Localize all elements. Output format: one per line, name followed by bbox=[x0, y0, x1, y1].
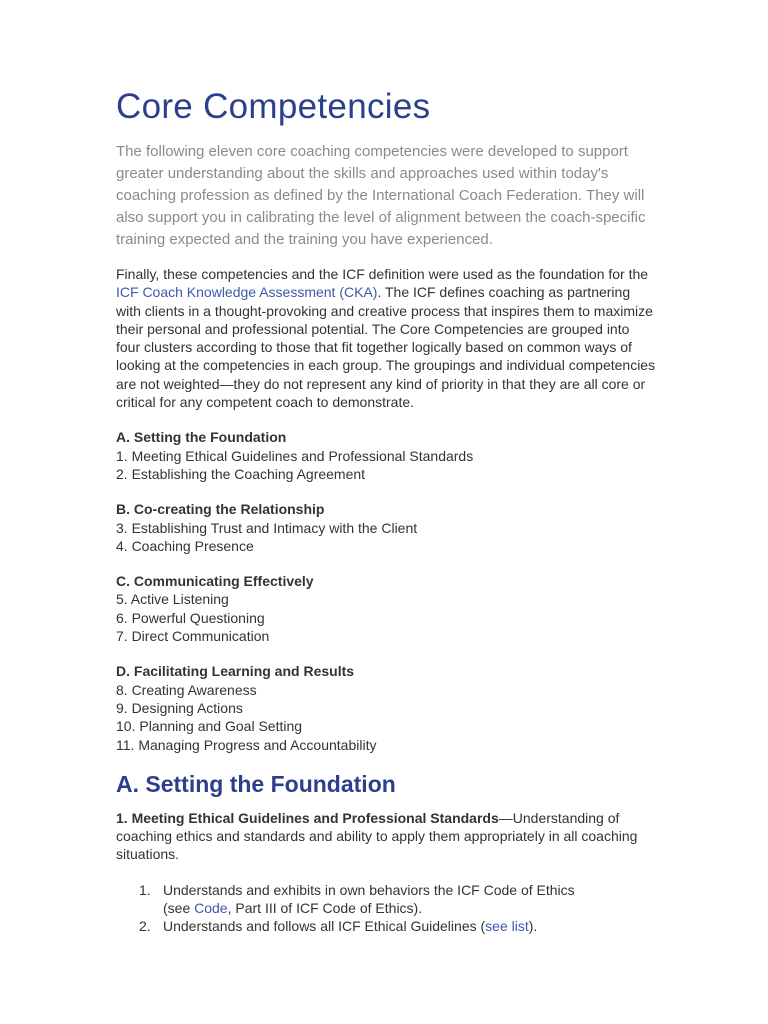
group-item: 7. Direct Communication bbox=[116, 628, 270, 645]
group-item: 9. Designing Actions bbox=[116, 699, 243, 716]
list-item-text: Understands and exhibits in own behaviors the ICF Code of Ethics bbox=[163, 881, 575, 898]
page-title: Core Competencies bbox=[116, 87, 431, 126]
group-item: 3. Establishing Trust and Intimacy with the Client bbox=[116, 519, 418, 536]
group-title: A. Setting the Foundation bbox=[116, 429, 287, 446]
group-a bbox=[116, 428, 656, 483]
group-item: 8. Creating Awareness bbox=[116, 681, 257, 698]
list-item bbox=[116, 917, 656, 935]
group-item: 4. Coaching Presence bbox=[116, 537, 254, 554]
para-text-before-link: Finally, these competencies and the ICF definition were used as the foundation for the bbox=[116, 266, 649, 282]
list-item-text: ). bbox=[528, 918, 538, 935]
group-item: 11. Managing Progress and Accountability bbox=[116, 736, 377, 753]
list-item-text: Understands and follows all ICF Ethical Guidelines ( bbox=[163, 918, 486, 935]
group-title: B. Co-creating the Relationship bbox=[116, 501, 325, 518]
group-c bbox=[116, 572, 656, 645]
group-item: 1. Meeting Ethical Guidelines and Professional Standards bbox=[116, 447, 474, 464]
foundation-paragraph bbox=[116, 265, 656, 411]
group-item: 10. Planning and Goal Setting bbox=[116, 718, 303, 735]
competency-description bbox=[116, 809, 656, 864]
section-heading: A. Setting the Foundation bbox=[116, 770, 396, 797]
code-link[interactable]: Code bbox=[194, 900, 228, 917]
list-item-number: 2. bbox=[139, 918, 151, 935]
group-item: 5. Active Listening bbox=[116, 591, 229, 608]
intro-paragraph: The following eleven core coaching competencies were developed to support greater understanding about the skills and approaches used within today's coaching profession as defined by the International Coach Federation. They will also support you in calibrating the level of alignment between the coach-specific training expected and the training you have experienced. bbox=[116, 143, 646, 248]
see-list-link[interactable]: see list bbox=[485, 918, 529, 935]
list-item-text: , Part III of ICF Code of Ethics). bbox=[227, 900, 423, 917]
cka-link[interactable]: ICF Coach Knowledge Assessment (CKA) bbox=[116, 284, 378, 301]
list-item-text: (see bbox=[163, 900, 195, 917]
competency-title: 1. Meeting Ethical Guidelines and Professional Standards bbox=[116, 809, 499, 826]
list-item-number: 1. bbox=[139, 881, 151, 898]
document-page bbox=[116, 84, 656, 936]
group-item: 6. Powerful Questioning bbox=[116, 609, 265, 626]
competency-text: —Understanding of coaching ethics and standards and ability to apply them appropriately in all coaching situations. bbox=[116, 809, 638, 863]
group-item: 2. Establishing the Coaching Agreement bbox=[116, 465, 366, 482]
group-b bbox=[116, 500, 656, 555]
list-item bbox=[116, 881, 656, 918]
competency-list bbox=[116, 881, 656, 936]
para-text-after-link: . The ICF defines coaching as partnering with clients in a thought-provoking and creative process that inspires them to maximize their personal and professional potential. The Core Competencies are grouped into four clusters according to those that fit together logically based on common ways of looking at the competencies in each group. The groupings and individual competencies are not weighted—they do not represent any kind of priority in that they are all core or critical for any competent coach to demonstrate. bbox=[116, 284, 656, 411]
group-d bbox=[116, 662, 656, 753]
group-title: C. Communicating Effectively bbox=[116, 573, 314, 590]
group-title: D. Facilitating Learning and Results bbox=[116, 663, 355, 680]
